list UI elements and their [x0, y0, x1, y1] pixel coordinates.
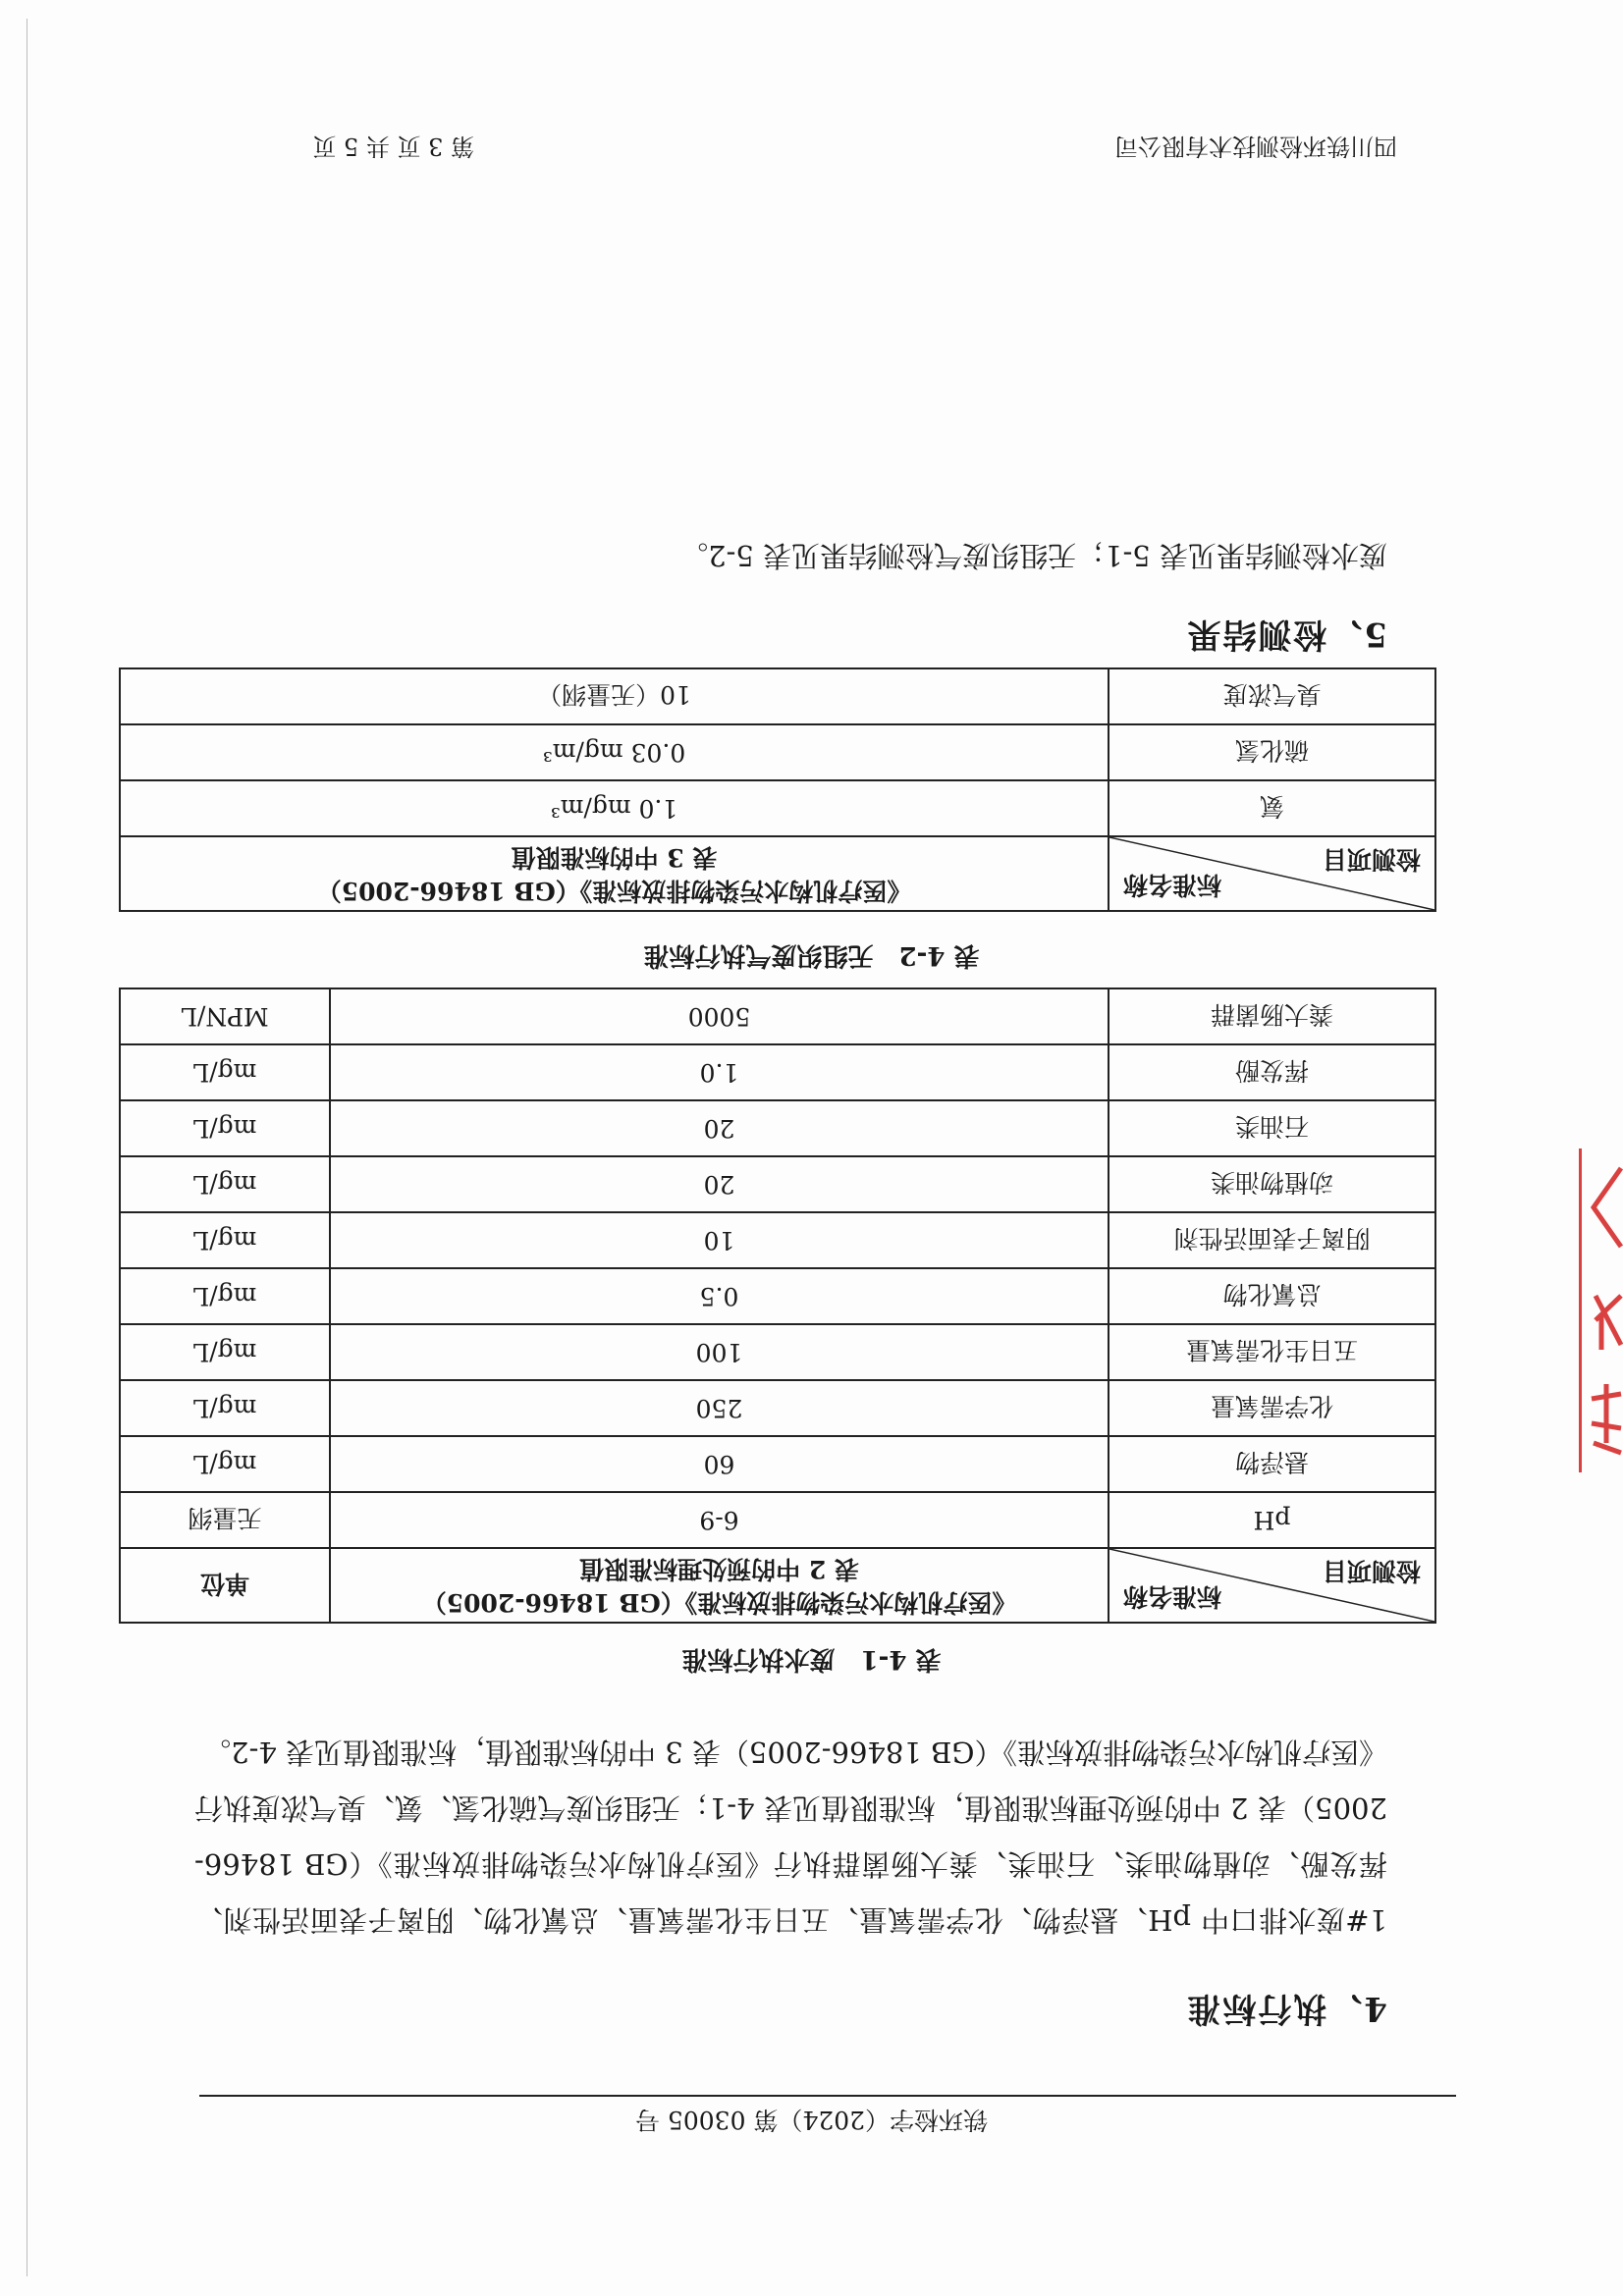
document-number: 铁环检字（2024）第 03005 号 — [634, 2106, 989, 2134]
unit-cell: mg/L — [120, 1268, 330, 1324]
limit-cell: 6-9 — [330, 1492, 1109, 1548]
unit-cell: MPN/L — [120, 988, 330, 1044]
limit-cell: 20 — [330, 1100, 1109, 1156]
limit-cell: 1.0 mg/m³ — [120, 780, 1109, 836]
item-cell: 悬浮物 — [1109, 1436, 1435, 1492]
header-rule — [199, 2095, 1456, 2097]
limit-cell: 20 — [330, 1156, 1109, 1212]
limit-cell: 60 — [330, 1436, 1109, 1492]
diag-top-label: 标准名称 — [1123, 871, 1222, 899]
table-row — [120, 1492, 1435, 1548]
limit-cell: 0.5 — [330, 1268, 1109, 1324]
section-4-paragraph: 1#废水排口中 pH、悬浮物、化学需氧量、五日生化需氧量、总氰化物、阴离子表面活性剂、挥发酚、动植物油类、石油类、粪大肠菌群执行《医疗机构水污染物排放标准》（GB 18466-2005）表 2 中的预处理标准限值，标准限值见表 4-1；无组织废气硫化氢、氨、臭气浓度执行《医疗机构水污染物排放标准》（GB 18466-2005）表 3 中的标准限值，标准限值见表 4-2。 — [194, 1735, 1387, 1937]
item-cell: 粪大肠菌群 — [1109, 988, 1435, 1044]
section-4-heading: 4、执行标准 — [1185, 1989, 1387, 2028]
table-4-1 — [119, 988, 1436, 1624]
table-row — [120, 1324, 1435, 1380]
standard-name-header — [120, 836, 1109, 911]
table-row — [120, 1436, 1435, 1492]
section-5-heading: 5、检测结果 — [1185, 614, 1387, 654]
limit-cell: 5000 — [330, 988, 1109, 1044]
table-header-row — [120, 1548, 1435, 1623]
limit-cell: 100 — [330, 1324, 1109, 1380]
table-row — [120, 780, 1435, 836]
unit-cell: 无量纲 — [120, 1492, 330, 1548]
section-5-paragraph: 废水检测结果见表 5-1；无组织废气检测结果见表 5-2。 — [679, 539, 1387, 572]
item-cell: 总氰化物 — [1109, 1268, 1435, 1324]
item-cell: 挥发酚 — [1109, 1044, 1435, 1100]
item-cell: 五日生化需氧量 — [1109, 1324, 1435, 1380]
unit-cell: mg/L — [120, 1324, 330, 1380]
unit-cell: mg/L — [120, 1044, 330, 1100]
item-cell: pH — [1109, 1492, 1435, 1548]
item-cell: 阴离子表面活性剂 — [1109, 1212, 1435, 1268]
footer-company: 四川铁环检测技术有限公司 — [1114, 133, 1397, 160]
item-cell: 氨 — [1109, 780, 1435, 836]
footer-page-number: 第 3 页 共 5 页 — [312, 133, 474, 160]
unit-cell: mg/L — [120, 1156, 330, 1212]
item-cell: 臭气浓度 — [1109, 668, 1435, 724]
unit-cell: mg/L — [120, 1380, 330, 1436]
limit-cell: 1.0 — [330, 1044, 1109, 1100]
limit-cell: 10（无量纲） — [120, 668, 1109, 724]
standard-subtitle: 表 2 中的预处理标准限值 — [579, 1555, 859, 1583]
unit-cell: mg/L — [120, 1436, 330, 1492]
limit-cell: 0.03 mg/m³ — [120, 724, 1109, 780]
table-row — [120, 668, 1435, 724]
table-row — [120, 1268, 1435, 1324]
standard-title: 《医疗机构水污染物排放标准》（GB 18466-2005） — [421, 1588, 1017, 1617]
table-4-1-caption: 表 4-1 废水执行标准 — [681, 1644, 942, 1674]
table-row — [120, 1380, 1435, 1436]
table-4-2 — [119, 667, 1436, 912]
standard-subtitle: 表 3 中的标准限值 — [511, 843, 718, 872]
table-4-2-caption: 表 4-2 无组织废气执行标准 — [643, 940, 980, 970]
item-cell: 硫化氢 — [1109, 724, 1435, 780]
table-row — [120, 988, 1435, 1044]
standard-name-header — [330, 1548, 1109, 1623]
table-row — [120, 724, 1435, 780]
unit-cell: mg/L — [120, 1100, 330, 1156]
table-header-row — [120, 836, 1435, 911]
diag-top-label: 标准名称 — [1123, 1582, 1222, 1611]
seal-stamp — [1579, 1148, 1623, 1472]
diag-bottom-label: 检测项目 — [1322, 1557, 1421, 1585]
standard-title: 《医疗机构水污染物排放标准》（GB 18466-2005） — [316, 877, 912, 905]
seal-stamp-graphic — [1582, 1148, 1623, 1472]
table-row — [120, 1156, 1435, 1212]
unit-header: 单位 — [120, 1548, 330, 1623]
table-row — [120, 1044, 1435, 1100]
diagonal-header-cell — [1109, 1548, 1435, 1623]
item-cell: 石油类 — [1109, 1100, 1435, 1156]
item-cell: 化学需氧量 — [1109, 1380, 1435, 1436]
table-row — [120, 1100, 1435, 1156]
item-cell: 动植物油类 — [1109, 1156, 1435, 1212]
diag-bottom-label: 检测项目 — [1322, 845, 1421, 874]
unit-cell: mg/L — [120, 1212, 330, 1268]
limit-cell: 250 — [330, 1380, 1109, 1436]
limit-cell: 10 — [330, 1212, 1109, 1268]
table-row — [120, 1212, 1435, 1268]
diagonal-header-cell — [1109, 836, 1435, 911]
